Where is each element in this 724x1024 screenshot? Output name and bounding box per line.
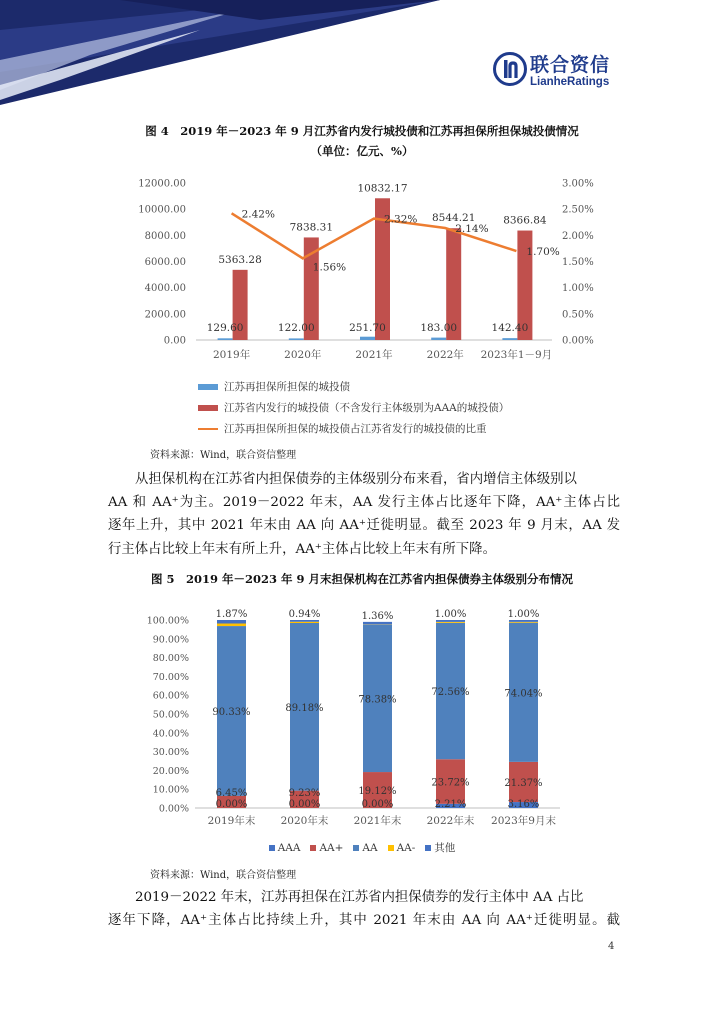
y2-tick-label: 3.00% bbox=[562, 178, 594, 190]
x-tick-label: 2022年末 bbox=[426, 815, 475, 827]
bar-guaranteed bbox=[360, 337, 375, 340]
y-tick-label: 100.00% bbox=[146, 615, 189, 627]
legend-swatch bbox=[198, 405, 218, 411]
bar-data-label: 8366.84 bbox=[503, 214, 547, 227]
paragraph-line: 从担保机构在江苏省内担保债券的主体级别分布来看，省内增信主体级别以 bbox=[135, 472, 577, 487]
bar-data-label: 8544.21 bbox=[431, 212, 476, 225]
y-tick-label: 90.00% bbox=[152, 634, 189, 646]
aaa-data-label: 0.00% bbox=[361, 799, 394, 810]
bar-segment-其他 bbox=[290, 620, 319, 622]
figure5-source: 资料来源：Wind，联合资信整理 bbox=[150, 870, 297, 881]
page-number: 4 bbox=[608, 941, 615, 952]
y-tick-label: 6000.00 bbox=[144, 257, 186, 268]
y-tick-label: 30.00% bbox=[152, 747, 189, 759]
aa-plus-data-label: 23.72% bbox=[431, 777, 470, 789]
other-data-label: 1.87% bbox=[215, 609, 248, 620]
y-tick-label: 60.00% bbox=[152, 690, 189, 702]
paragraph-2 bbox=[108, 886, 620, 932]
legend-item-aa-minus bbox=[388, 840, 416, 855]
legend-item-ratio bbox=[198, 418, 509, 439]
other-data-label: 1.36% bbox=[361, 610, 394, 622]
legend-label: AA- bbox=[396, 841, 416, 854]
y-tick-label: 50.00% bbox=[152, 709, 189, 721]
line-data-label: 2.32% bbox=[384, 213, 418, 226]
paragraph-line: AA 和 AA⁺为主。2019－2022 年末，AA 发行主体占比逐年下降，AA⁺主体占比 bbox=[108, 495, 620, 511]
x-tick-label: 2022年 bbox=[426, 349, 464, 361]
y2-tick-label: 1.50% bbox=[562, 257, 594, 268]
bar-segment-其他 bbox=[509, 620, 538, 622]
figure5-legend bbox=[0, 840, 724, 855]
aa-data-label: 78.38% bbox=[358, 694, 397, 706]
y-tick-label: 10000.00 bbox=[138, 204, 186, 216]
y-tick-label: 0.00 bbox=[163, 335, 186, 347]
y2-tick-label: 0.50% bbox=[562, 309, 594, 321]
legend-label: 其他 bbox=[434, 842, 456, 854]
line-data-label: 1.56% bbox=[312, 261, 347, 274]
logo-mark-icon bbox=[493, 52, 527, 86]
legend-label: 江苏再担保所担保的城投债占江苏省发行的城投债的比重 bbox=[224, 423, 487, 435]
paragraph-line: 2019－2022 年末，江苏再担保在江苏省内担保债券的发行主体中 AA 占比 bbox=[135, 890, 584, 905]
legend-label: 江苏省内发行的城投债（不含发行主体级别为AAA的城投债） bbox=[224, 402, 510, 414]
bar-guaranteed bbox=[431, 338, 446, 340]
aa-plus-data-label: 9.23% bbox=[288, 788, 321, 799]
bar-guaranteed bbox=[289, 338, 304, 340]
aa-data-label: 74.04% bbox=[504, 688, 543, 700]
bar-guaranteed bbox=[502, 338, 517, 340]
figure4-source: 资料来源：Wind，联合资信整理 bbox=[150, 450, 297, 461]
figure5-chart bbox=[0, 604, 724, 836]
legend-label: AA bbox=[362, 841, 378, 854]
legend-item-issued-bonds bbox=[198, 397, 509, 418]
y-tick-label: 10.00% bbox=[152, 784, 189, 796]
bar-segment-aaminus bbox=[509, 622, 538, 623]
bar-data-label: 10832.17 bbox=[357, 182, 408, 195]
aaa-data-label: 3.16% bbox=[507, 799, 540, 810]
aaa-data-label: 2.21% bbox=[434, 799, 467, 810]
x-tick-label: 2019年 bbox=[212, 349, 251, 361]
logo-chinese-name: 联合资信 bbox=[530, 54, 611, 76]
y-tick-label: 12000.00 bbox=[138, 178, 186, 190]
y2-tick-label: 0.00% bbox=[562, 335, 594, 347]
other-data-label: 0.94% bbox=[288, 609, 321, 620]
aaa-data-label: 0.00% bbox=[288, 799, 321, 810]
paragraph-1 bbox=[108, 468, 620, 561]
header-decoration bbox=[0, 0, 440, 110]
aa-data-label: 89.18% bbox=[285, 702, 324, 714]
bar-data-label: 5363.28 bbox=[218, 253, 262, 266]
bar-segment-其他 bbox=[217, 620, 246, 624]
bar-segment-其他 bbox=[436, 620, 465, 622]
legend-swatch bbox=[310, 845, 316, 851]
bar-data-label: 142.40 bbox=[491, 322, 529, 334]
bar-segment-aaminus bbox=[436, 622, 465, 623]
legend-item-other bbox=[425, 840, 455, 855]
legend-swatch bbox=[198, 428, 218, 430]
y-tick-label: 2000.00 bbox=[144, 309, 186, 321]
figure4-legend bbox=[198, 376, 509, 439]
bar-data-label: 122.00 bbox=[277, 322, 315, 334]
paragraph-line: 逐年下降，AA⁺主体占比持续上升，其中 2021 年末由 AA 向 AA⁺迁徙明显。截 bbox=[108, 913, 620, 929]
y-tick-label: 0.00% bbox=[158, 803, 189, 815]
x-tick-label: 2023年1－9月 bbox=[480, 349, 553, 361]
y-tick-label: 4000.00 bbox=[144, 283, 186, 295]
other-data-label: 1.00% bbox=[507, 609, 540, 620]
legend-label: 江苏再担保所担保的城投债 bbox=[224, 381, 350, 393]
aa-data-label: 72.56% bbox=[431, 687, 470, 699]
bar-data-label: 7838.31 bbox=[289, 221, 334, 234]
x-tick-label: 2020年 bbox=[284, 349, 322, 361]
y2-tick-label: 1.00% bbox=[562, 283, 594, 295]
other-data-label: 1.00% bbox=[434, 609, 467, 621]
bar-segment-aaminus bbox=[217, 624, 246, 627]
bar-data-label: 251.70 bbox=[349, 322, 386, 334]
logo-english-name: LianheRatings bbox=[530, 76, 610, 88]
paragraph-line: 行主体占比较上年末有所上升，AA⁺主体占比较上年末有所下降。 bbox=[108, 541, 496, 557]
x-tick-label: 2020年末 bbox=[280, 815, 329, 827]
legend-item-aa-plus bbox=[310, 840, 343, 855]
bar-data-label: 183.00 bbox=[420, 322, 458, 334]
x-tick-label: 2021年 bbox=[355, 349, 393, 361]
x-tick-label: 2023年9月末 bbox=[491, 815, 556, 827]
figure4-subtitle: （单位：亿元、%） bbox=[310, 144, 414, 158]
bar-data-label: 129.60 bbox=[206, 322, 244, 334]
legend-item-aa bbox=[353, 840, 377, 855]
aa-data-label: 90.33% bbox=[212, 706, 251, 718]
company-logo bbox=[493, 50, 623, 90]
legend-swatch bbox=[269, 845, 275, 851]
y-tick-label: 40.00% bbox=[152, 728, 189, 740]
aaa-data-label: 0.00% bbox=[215, 799, 248, 810]
y-tick-label: 8000.00 bbox=[144, 230, 186, 242]
y-tick-label: 20.00% bbox=[152, 765, 189, 777]
bar-segment-其他 bbox=[363, 622, 392, 625]
figure5-title: 图 5 2019 年－2023 年 9 月末担保机构在江苏省内担保债券主体级别分布情况 bbox=[150, 572, 574, 586]
legend-swatch bbox=[388, 845, 394, 851]
line-data-label: 1.70% bbox=[526, 246, 560, 259]
figure4-title: 图 4 2019 年－2023 年 9 月江苏省内发行城投债和江苏再担保所担保城投债情况 bbox=[145, 124, 579, 138]
x-tick-label: 2019年末 bbox=[207, 815, 256, 827]
bar-segment-aaminus bbox=[290, 622, 319, 623]
figure4-chart bbox=[0, 170, 724, 370]
legend-swatch bbox=[353, 845, 359, 851]
paragraph-line: 逐年上升，其中 2021 年末由 AA 向 AA⁺迁徙明显。截至 2023 年 9 月末，AA 发 bbox=[108, 518, 620, 534]
legend-swatch bbox=[425, 845, 431, 851]
legend-item-guaranteed-bonds bbox=[198, 376, 509, 397]
x-tick-label: 2021年末 bbox=[353, 815, 402, 827]
aa-plus-data-label: 21.37% bbox=[504, 777, 543, 789]
y2-tick-label: 2.00% bbox=[562, 230, 594, 242]
y-tick-label: 70.00% bbox=[152, 671, 189, 683]
bar-guaranteed bbox=[218, 338, 233, 340]
y-tick-label: 80.00% bbox=[152, 653, 189, 665]
aa-plus-data-label: 19.12% bbox=[358, 786, 397, 798]
legend-swatch bbox=[198, 384, 218, 390]
legend-label: AA+ bbox=[319, 841, 344, 854]
y2-tick-label: 2.50% bbox=[562, 204, 594, 216]
line-data-label: 2.42% bbox=[241, 208, 275, 221]
legend-item-aaa bbox=[269, 840, 301, 855]
legend-label: AAA bbox=[277, 841, 301, 854]
aa-plus-data-label: 6.45% bbox=[215, 788, 248, 799]
line-data-label: 2.14% bbox=[455, 223, 489, 236]
